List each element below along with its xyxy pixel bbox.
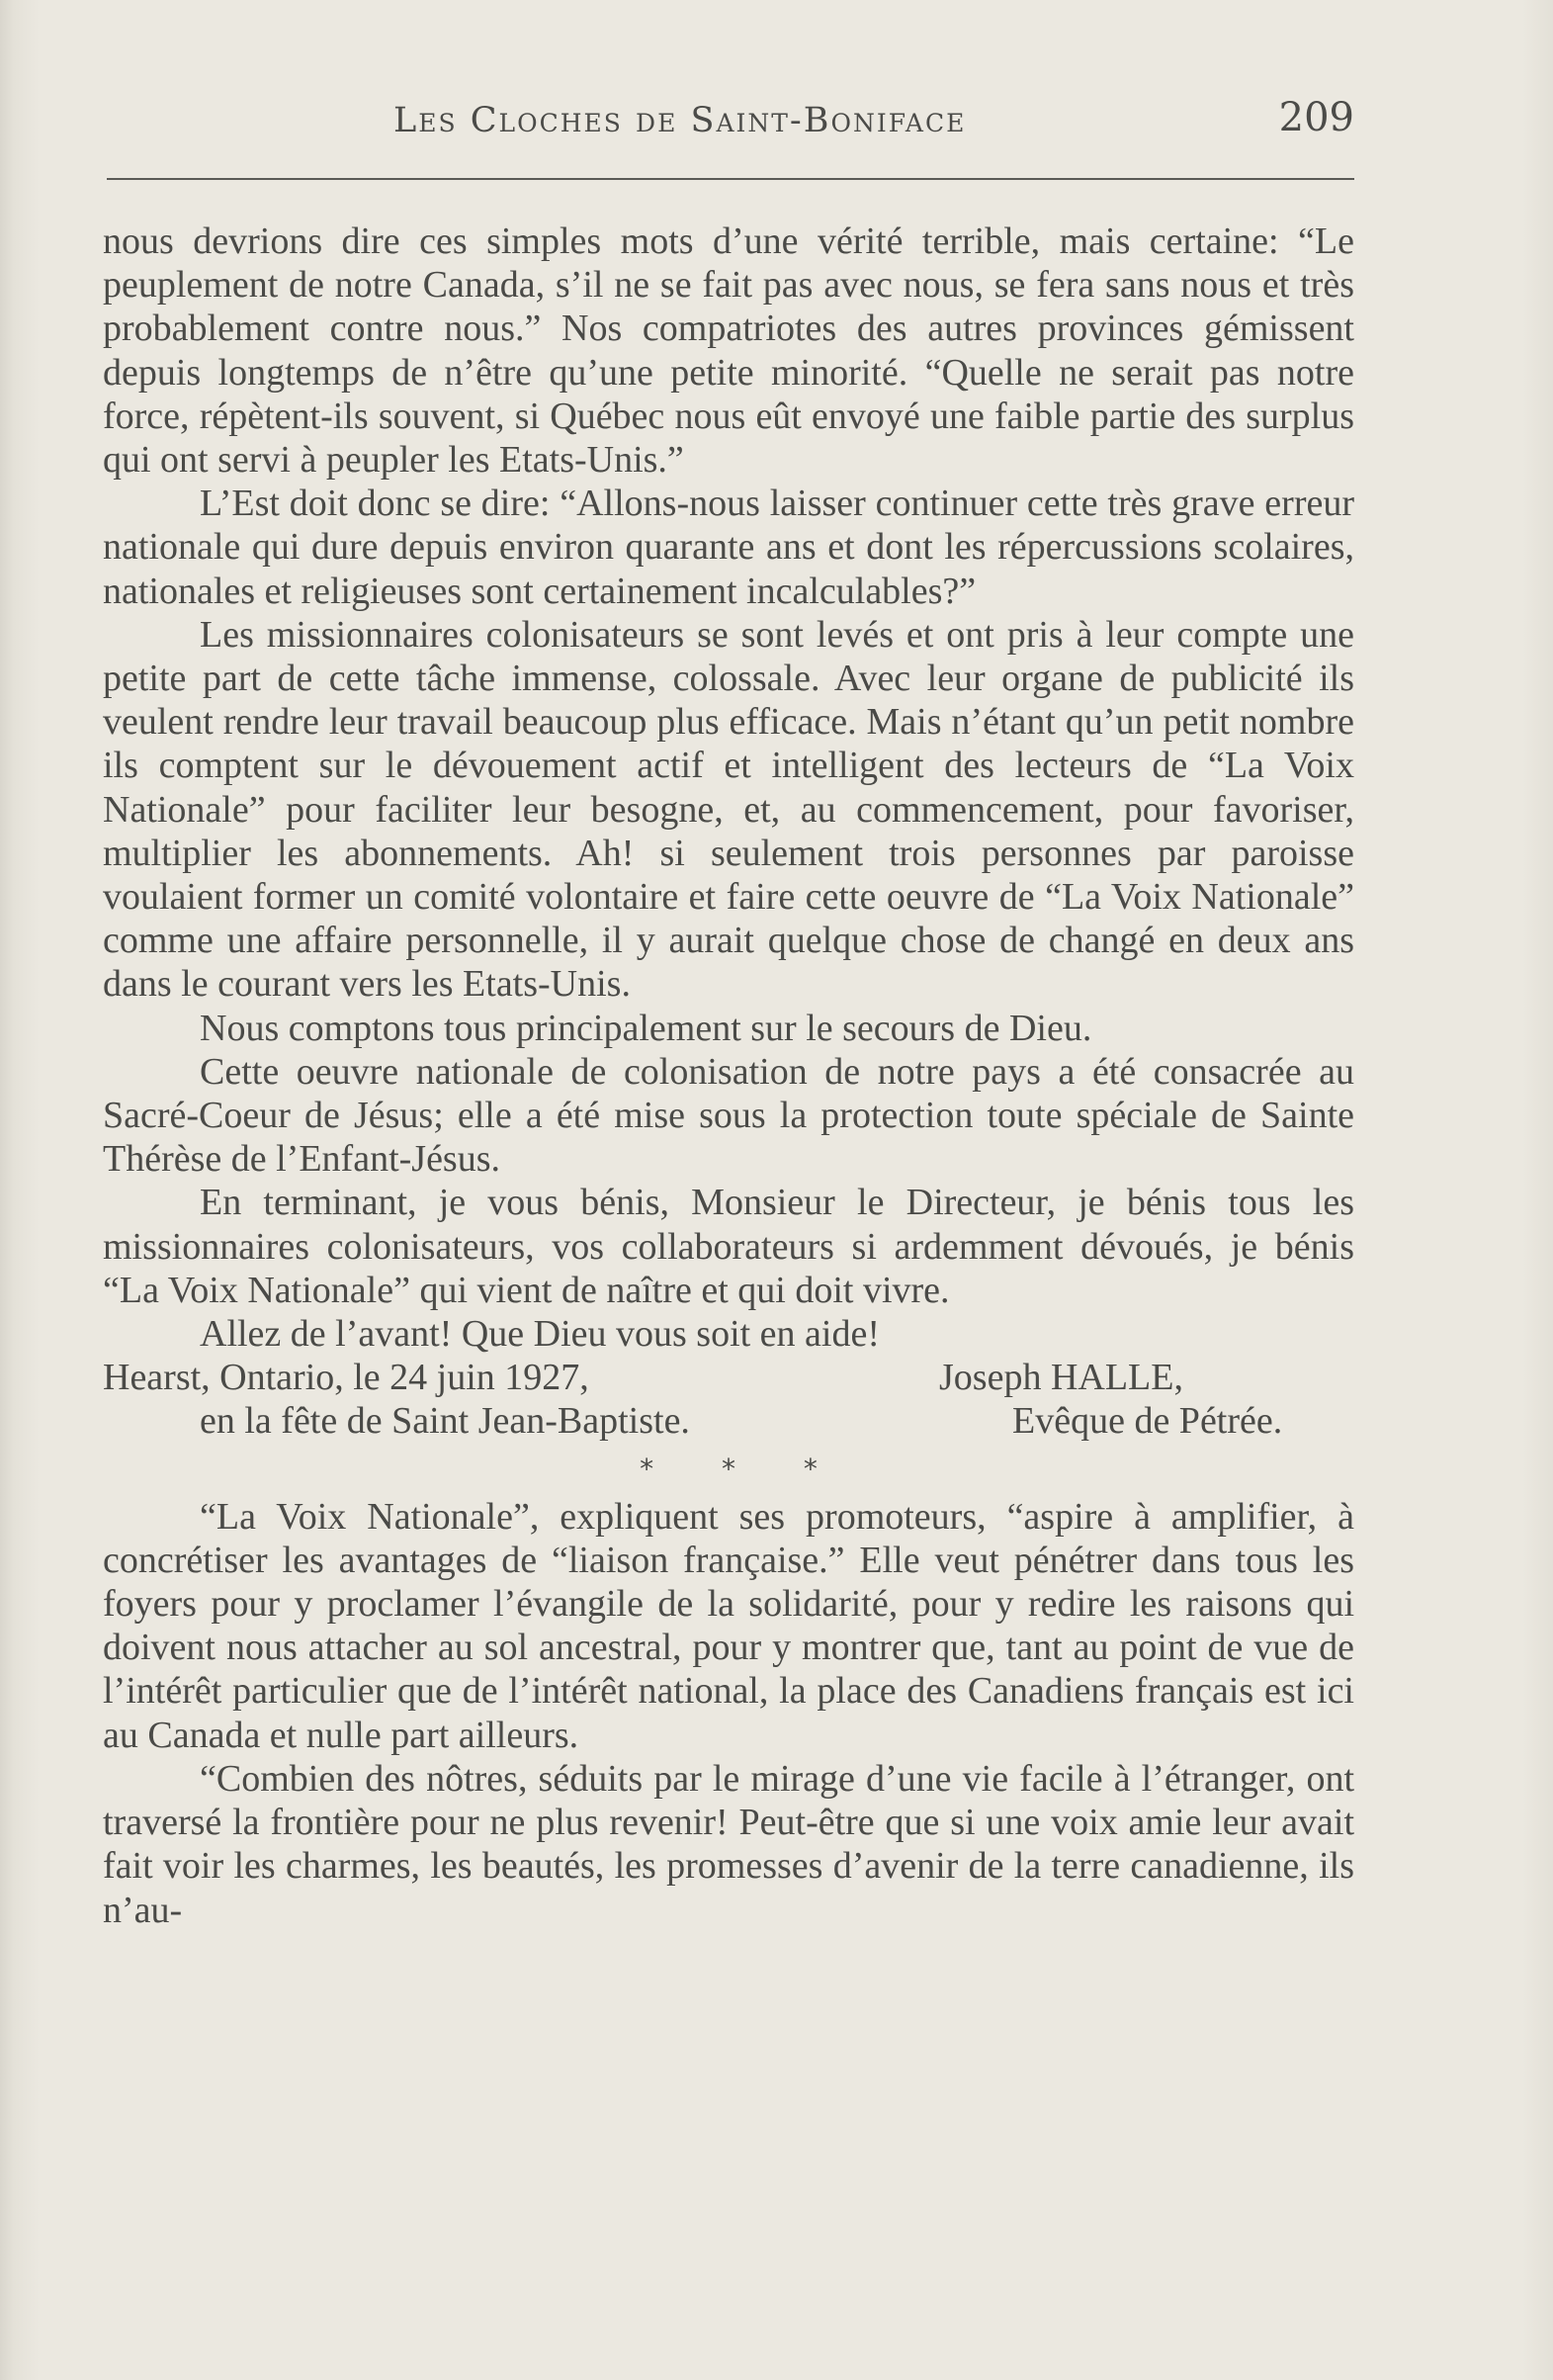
paragraph: Les missionnaires colonisateurs se sont levés et ont pris à leur compte une petite part de cette tâche immense, colossale. Avec leur organe de publicité ils veulent rendre leur travail beaucoup plus efficace. Mais n’étant qu’un petit nombre ils comptent sur le dévouement actif et intelligent des lecteurs de “La Voix Nationale” pour faciliter leur besogne, et, au commencement, pour favoriser, multiplier les abonnements. Ah! si seulement trois personnes par paroisse voulaient former un comité volontaire et faire cette oeuvre de “La Voix Nationale” comme une affaire personnelle, il y aurait quelque chose de changé en deux ans dans le courant vers les Etats-Unis. [103, 613, 1354, 1006]
running-title: Les Cloches de Saint-Boniface [393, 101, 967, 140]
paragraph: L’Est doit donc se dire: “Allons-nous laisser continuer cette très grave erreur nationale qui dure depuis environ quarante ans et dont les répercussions scolaires, nationales et religieuses sont certainement incalculables?” [103, 483, 1354, 612]
page-number: 209 [1278, 95, 1354, 140]
body-text [103, 220, 1354, 1932]
signature-place-date: Hearst, Ontario, le 24 juin 1927, [103, 1357, 589, 1399]
paragraph: Nous comptons tous principalement sur le secours de Dieu. [200, 1007, 1092, 1049]
page-header [107, 95, 1354, 146]
signature-line [103, 1399, 1354, 1443]
paragraph: “Combien des nôtres, séduits par le mirage d’une vie facile à l’étranger, ont traversé la frontière pour ne plus revenir! Peut-être que si une voix amie leur avait fait voir les charmes, les beautés, les promesses d’avenir de la terre canadienne, ils n’au- [103, 1757, 1354, 1931]
section-separator: * * * [640, 1452, 847, 1485]
paragraph: Cette oeuvre nationale de colonisation de notre pays a été consacrée au Sacré-Coeur de Jésus; elle a été mise sous la protection toute spéciale de Sainte Thérèse de l’Enfant-Jésus. [103, 1050, 1354, 1181]
signature-title: Evêque de Pétrée. [1012, 1400, 1283, 1443]
paragraph: nous devrions dire ces simples mots d’une vérité terrible, mais certaine: “Le peuplement de notre Canada, s’il ne se fait pas avec nous, se fera sans nous et très probablement contre nous.” Nos compatriotes des autres provinces gémissent depuis longtemps de n’être qu’une petite minorité. “Quelle ne serait pas notre force, répètent-ils souvent, si Québec nous eût envoyé une faible partie des surplus qui ont servi à peupler les Etats-Unis.” [103, 220, 1354, 482]
signature-line [103, 1356, 1354, 1399]
header-rule [107, 178, 1354, 180]
paragraph: En terminant, je vous bénis, Monsieur le Directeur, je bénis tous les missionnaires colonisateurs, vos collaborateurs si ardemment dévoués, je bénis “La Voix Nationale” qui vient de naître et qui doit vivre. [103, 1182, 1354, 1311]
signature-block [103, 1356, 1354, 1443]
paragraph: Allez de l’avant! Que Dieu vous soit en aide! [200, 1313, 880, 1356]
paragraph: “La Voix Nationale”, expliquent ses promoteurs, “aspire à amplifier, à concrétiser les avantages de “liaison française.” Elle veut pénétrer dans tous les foyers pour y proclamer l’évangile de la solidarité, pour y redire les raisons qui doivent nous attacher au sol ancestral, pour y montrer que, tant au point de vue de l’intérêt particulier que de l’intérêt national, la place des Canadiens français est ici au Canada et nulle part ailleurs. [103, 1495, 1354, 1756]
signature-name: Joseph HALLE, [939, 1357, 1183, 1399]
signature-feast: en la fête de Saint Jean-Baptiste. [200, 1400, 690, 1443]
